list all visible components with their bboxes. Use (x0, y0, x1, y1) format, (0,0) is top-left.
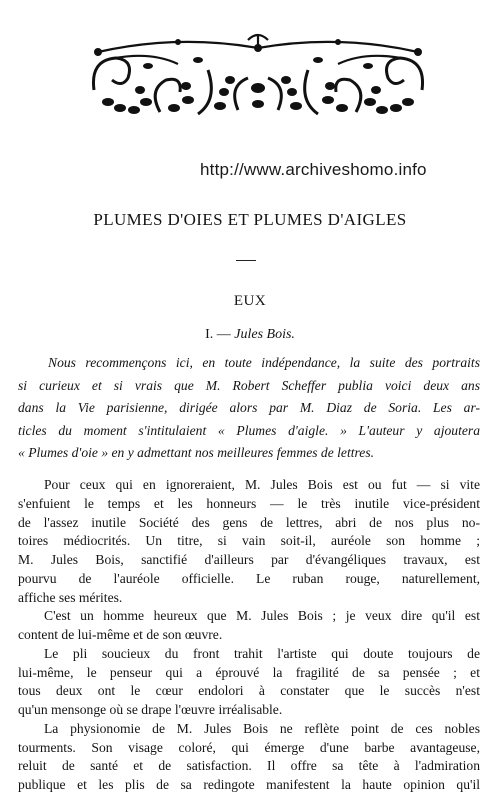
body-line: lui-même, le penseur qui a éprouvé la fragilité de sa pensée ; et (18, 664, 480, 680)
body-line: s'enfuient le temps et les honneurs — le très inutile vice-président (18, 495, 480, 511)
intro-line: si curieux et si vrais que M. Robert Scheffer publia voici deux ans (18, 377, 480, 393)
subsection-heading (0, 327, 500, 343)
intro-line: « Plumes d'oie » en y admettant nos meilleures femmes de lettres. (18, 445, 375, 460)
subsection-number: I. — (205, 327, 231, 342)
intro-line: Nous recommençons ici, en toute indépendance, la suite des portraits (48, 355, 480, 370)
body-line: Pour ceux qui en ignoreraient, M. Jules Bois est ou fut — si vite (44, 477, 480, 492)
body-line: publique et les plis de sa redingote manifestent la haute opinion qu'il (18, 777, 480, 792)
section-heading: EUX (233, 293, 267, 309)
body-line: C'est un homme heureux que M. Jules Bois ; je veux dire qu'il est (44, 608, 480, 624)
intro-line: ticles du moment s'intitulaient « Plumes d'aigle. » L'auteur y ajoutera (18, 422, 480, 438)
body-line: pourvu de l'auréole officielle. Le ruban rouge, naturellement, (18, 570, 480, 586)
body-line: reluit de santé et de satisfaction. Il offre sa tête à l'admiration (18, 758, 480, 774)
body-line: Le pli soucieux du front trahit l'artiste qui doute toujours de (44, 645, 480, 661)
title-divider (236, 260, 256, 261)
body-line: tous deux ont le cœur endolori à constater que le succès n'est (18, 683, 480, 699)
intro-line: dans la Vie parisienne, dirigée alors par M. Diaz de Soria. Les ar- (18, 400, 480, 415)
body-line: content de lui-même et de son œuvre. (18, 627, 223, 642)
body-line: affiche ses mérites. (18, 589, 123, 605)
site-watermark-url: http://www.archiveshomo.info (200, 160, 427, 179)
chapter-title: PLUMES D'OIES ET PLUMES D'AIGLES (93, 210, 407, 229)
body-line: M. Jules Bois, sanctifié d'ailleurs par d'évangéliques travaux, est (18, 552, 480, 567)
subsection-name: Jules Bois. (234, 327, 295, 342)
body-line: de l'assez inutile Société des gens de lettres, abri de nos plus no- (18, 514, 480, 530)
body-line: La physionomie de M. Jules Bois ne reflète point de ces nobles (44, 720, 480, 736)
garland-leaves (102, 57, 414, 114)
body-line: qu'un mensonge où se drape l'œuvre irréalisable. (18, 702, 283, 717)
ornamental-header-garland (88, 30, 428, 122)
body-line: tourments. Son visage coloré, qui émerge d'une barbe avantageuse, (18, 739, 480, 755)
body-line: toires médiocrités. Un titre, si vain soit-il, auréole son homme ; (18, 533, 480, 549)
